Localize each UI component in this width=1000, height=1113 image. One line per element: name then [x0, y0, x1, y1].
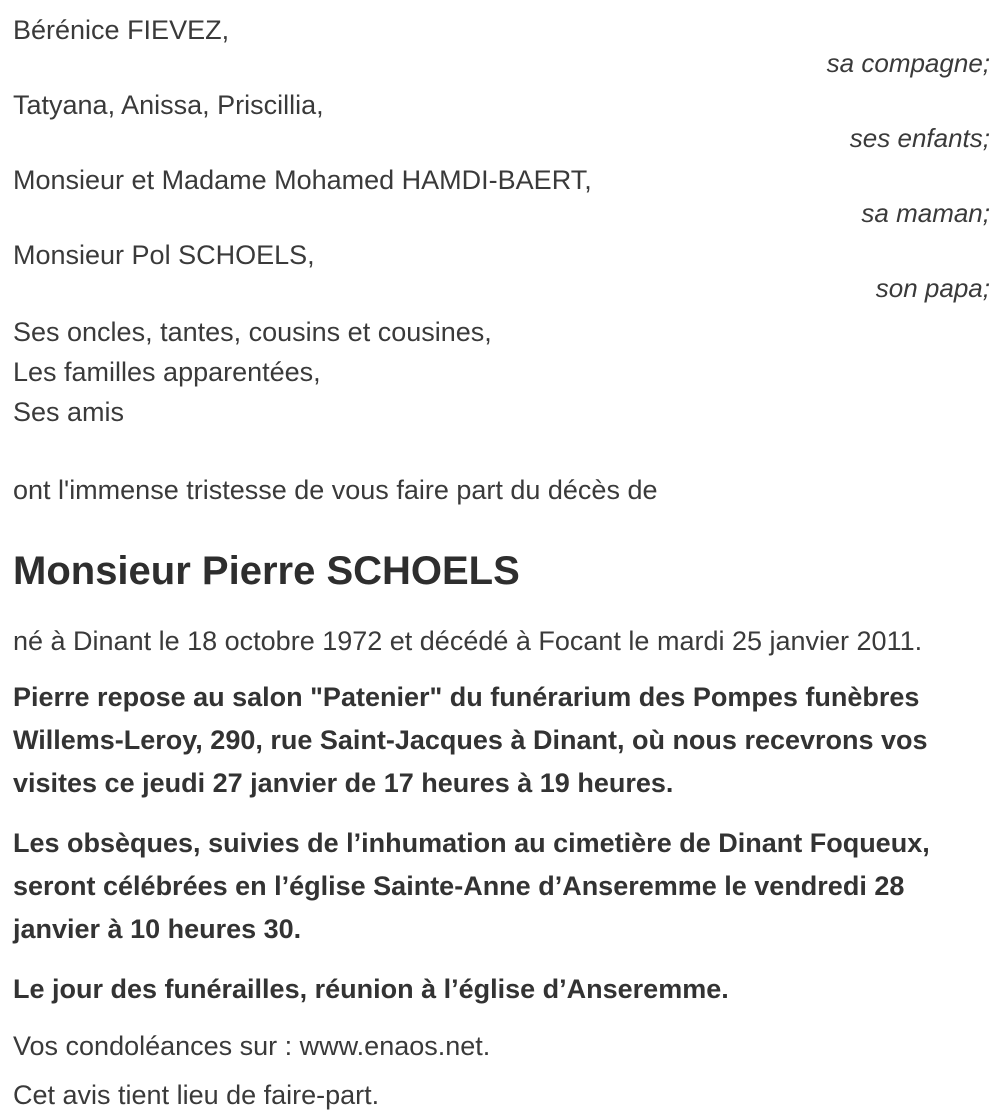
relatives-line: Les familles apparentées,	[13, 357, 321, 387]
deceased-name-heading: Monsieur Pierre SCHOELS	[13, 549, 520, 593]
relatives-line: Ses amis	[13, 397, 125, 427]
family-member-name: Monsieur et Madame Mohamed HAMDI-BAERT,	[13, 165, 592, 195]
condolences-text: Vos condoléances sur : www.enaos.net.	[13, 1031, 491, 1061]
family-relation-label: sa maman;	[861, 198, 990, 228]
visitation-paragraph: Pierre repose au salon "Patenier" du funérarium des Pompes funèbres Willems-Leroy, 290, rue Saint-Jacques à Dinant, où nous recevrons vos visites ce jeudi 27 janvier de 17 heures à 19 heures.	[13, 682, 928, 798]
family-pair	[13, 87, 990, 153]
family-relation-label: sa compagne;	[826, 48, 990, 78]
family-pair	[13, 237, 990, 303]
life-dates-text: né à Dinant le 18 octobre 1972 et décédé à Focant le mardi 25 janvier 2011.	[13, 626, 923, 656]
family-member-name: Bérénice FIEVEZ,	[13, 15, 230, 45]
family-relation-label: son papa;	[875, 273, 990, 303]
family-relation-label: ses enfants;	[849, 123, 990, 153]
relatives-line: Ses oncles, tantes, cousins et cousines,	[13, 317, 492, 347]
announcement-text: ont l'immense tristesse de vous faire part du décès de	[13, 475, 658, 505]
family-member-name: Tatyana, Anissa, Priscillia,	[13, 90, 324, 120]
faire-part-notice: Cet avis tient lieu de faire-part.	[13, 1080, 380, 1110]
family-pair	[13, 162, 990, 228]
funeral-paragraph: Les obsèques, suivies de l’inhumation au cimetière de Dinant Foqueux, seront célébrées en l’église Sainte-Anne d’Anseremme le vendredi 28 janvier à 10 heures 30.	[13, 828, 930, 944]
family-pair	[13, 12, 990, 78]
family-member-name: Monsieur Pol SCHOELS,	[13, 240, 315, 270]
meeting-paragraph: Le jour des funérailles, réunion à l’église d’Anseremme.	[13, 974, 729, 1004]
